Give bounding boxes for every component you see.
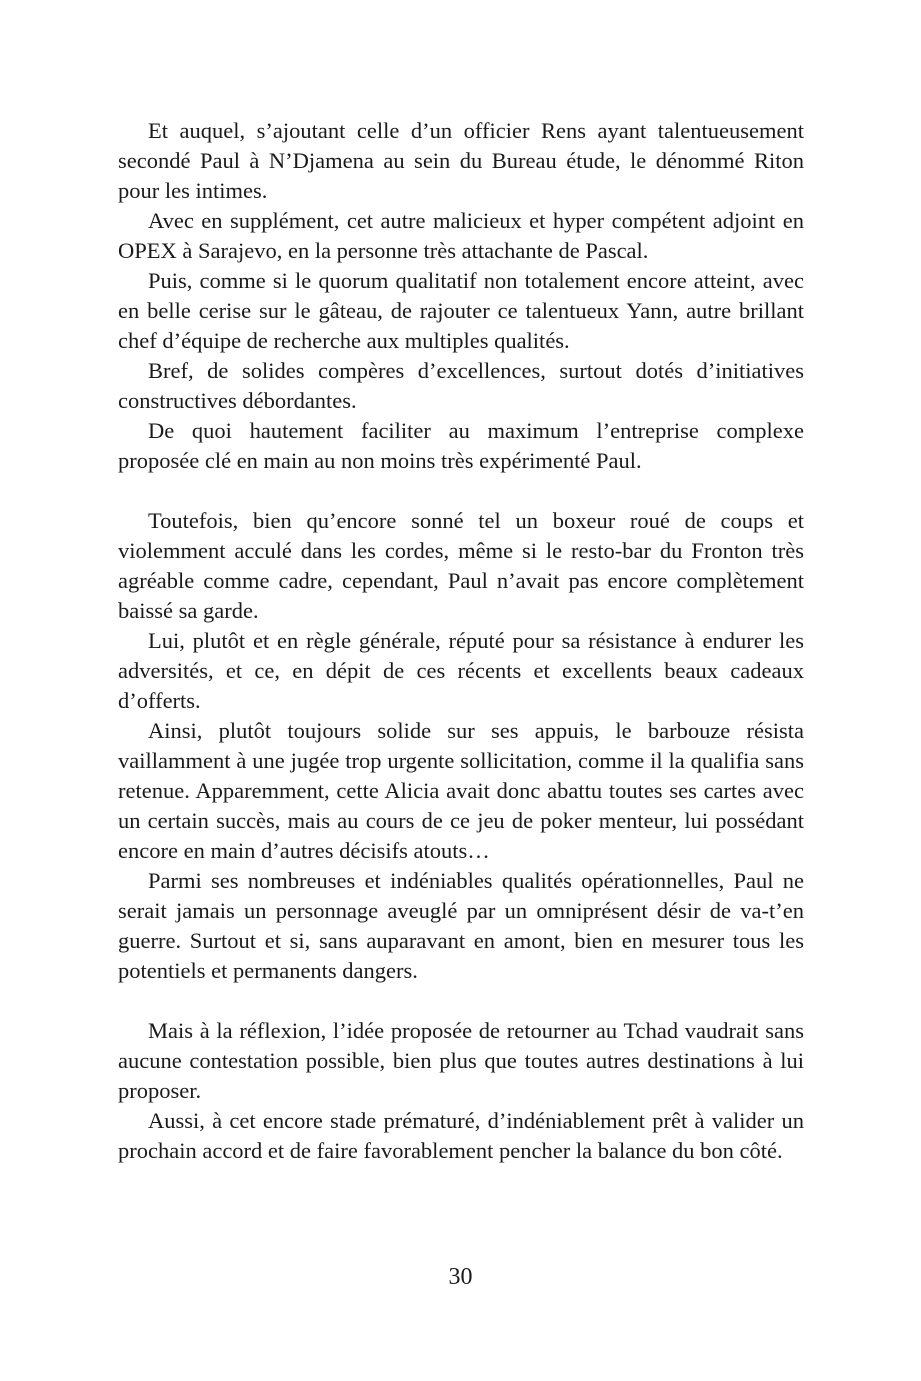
paragraph: De quoi hautement faciliter au maximum l’entreprise complexe proposée clé en main au non moins très expérimenté Paul. [118,418,804,473]
paragraph: Parmi ses nombreuses et indéniables qualités opérationnelles, Paul ne serait jamais un personnage aveuglé par un omniprésent désir de va-t’en guerre. Surtout et si, sans auparavant en amont, bien en mesurer tous les potentiels et permanents dangers. [118,868,804,983]
paragraph: Ainsi, plutôt toujours solide sur ses appuis, le barbouze résista vaillamment à une jugée trop urgente sollicitation, comme il la qualifia sans retenue. Apparemment, cette Alicia avait donc abattu toutes ses cartes avec un certain succès, mais au cours de ce jeu de poker menteur, lui possédant encore en main d’autres décisifs atouts… [118,718,804,863]
paragraph: Puis, comme si le quorum qualitatif non totalement encore atteint, avec en belle cerise sur le gâteau, de rajouter ce talentueux Yann, autre brillant chef d’équipe de recherche aux multiples qualités. [118,268,804,353]
page-number: 30 [448,1264,473,1290]
paragraph: Lui, plutôt et en règle générale, réputé pour sa résistance à endurer les adversités, et ce, en dépit de ces récents et excellents beaux cadeaux d’offerts. [118,628,804,713]
paragraph: Et auquel, s’ajoutant celle d’un officier Rens ayant talentueusement secondé Paul à N’Djamena au sein du Bureau étude, le dénommé Riton pour les intimes. [118,118,804,203]
section-break [118,476,804,506]
paragraph: Toutefois, bien qu’encore sonné tel un boxeur roué de coups et violemment acculé dans les cordes, même si le resto-bar du Fronton très agréable comme cadre, cependant, Paul n’avait pas encore complètement baissé sa garde. [118,508,804,623]
section-break [118,986,804,1016]
paragraph: Avec en supplément, cet autre malicieux et hyper compétent adjoint en OPEX à Sarajevo, en la personne très attachante de Pascal. [118,208,804,263]
paragraph: Bref, de solides compères d’excellences, surtout dotés d’initiatives constructives débordantes. [118,358,804,413]
page-body [118,116,804,1166]
paragraph: Mais à la réflexion, l’idée proposée de retourner au Tchad vaudrait sans aucune contestation possible, bien plus que toutes autres destinations à lui proposer. [118,1018,804,1103]
paragraph: Aussi, à cet encore stade prématuré, d’indéniablement prêt à valider un prochain accord et de faire favorablement pencher la balance du bon côté. [118,1108,804,1163]
